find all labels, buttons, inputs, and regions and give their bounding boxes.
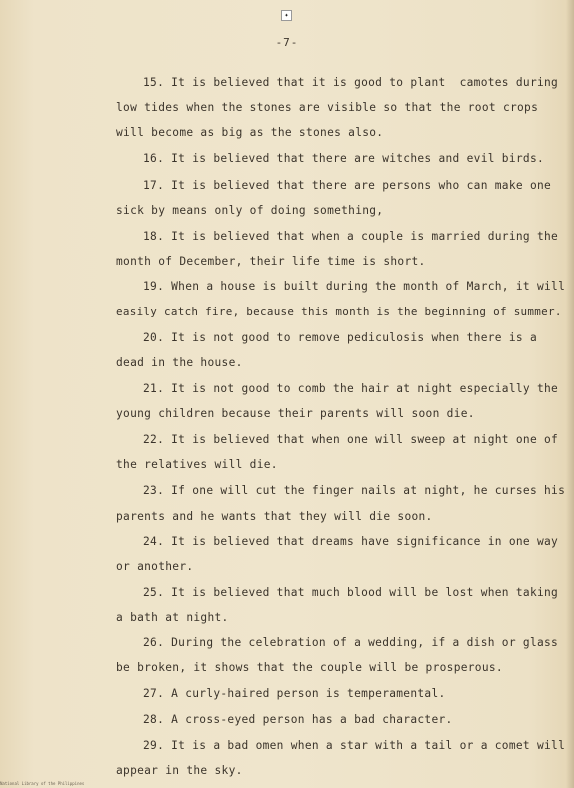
text-line: 28. A cross-eyed person has a bad character. — [143, 713, 453, 726]
text-line: 17. It is believed that there are persons who can make one — [143, 179, 552, 192]
text-line: 27. A curly-haired person is temperamental. — [143, 687, 446, 700]
text-line: 25. It is believed that much blood will be lost when taking — [143, 586, 559, 599]
text-line: 18. It is believed that when a couple is married during the — [143, 230, 559, 243]
text-line: 20. It is not good to remove pediculosis when there is a — [143, 331, 537, 344]
text-line: 24. It is believed that dreams have significance in one way — [143, 535, 559, 548]
text-line: 16. It is believed that there are witches and evil birds. — [143, 152, 545, 165]
text-line: 15. It is believed that it is good to plant camotes during — [143, 76, 559, 89]
text-line: 19. When a house is built during the month of March, it will — [143, 280, 566, 293]
text-line: low tides when the stones are visible so that the root crops — [116, 101, 539, 114]
text-line: appear in the sky. — [116, 764, 243, 777]
text-line: 22. It is believed that when one will sweep at night one of — [143, 433, 559, 446]
page-number: -7- — [275, 36, 299, 49]
text-line: young children because their parents will soon die. — [116, 407, 475, 420]
text-line: parents and he wants that they will die soon. — [116, 510, 433, 523]
text-line: the relatives will die. — [116, 458, 278, 471]
text-line: 26. During the celebration of a wedding, if a dish or glass — [143, 636, 559, 649]
footer-credit: National Library of the Philippines — [0, 781, 85, 786]
text-line: sick by means only of doing something, — [116, 204, 384, 217]
page-edge-shadow — [566, 0, 574, 788]
stamp-mark: ✦ — [281, 10, 292, 21]
text-line: month of December, their life time is short. — [116, 255, 426, 268]
text-line: will become as big as the stones also. — [116, 126, 384, 139]
text-line: 23. If one will cut the finger nails at night, he curses his — [143, 484, 566, 497]
text-line: 29. It is a bad omen when a star with a tail or a comet will — [143, 739, 566, 752]
text-line: be broken, it shows that the couple will be prosperous. — [116, 661, 503, 674]
text-line: or another. — [116, 560, 194, 573]
text-line: dead in the house. — [116, 356, 243, 369]
text-line: 21. It is not good to comb the hair at night especially the — [143, 382, 559, 395]
text-line: a bath at night. — [116, 611, 229, 624]
text-line: easily catch fire, because this month is the beginning of summer. — [116, 305, 562, 318]
